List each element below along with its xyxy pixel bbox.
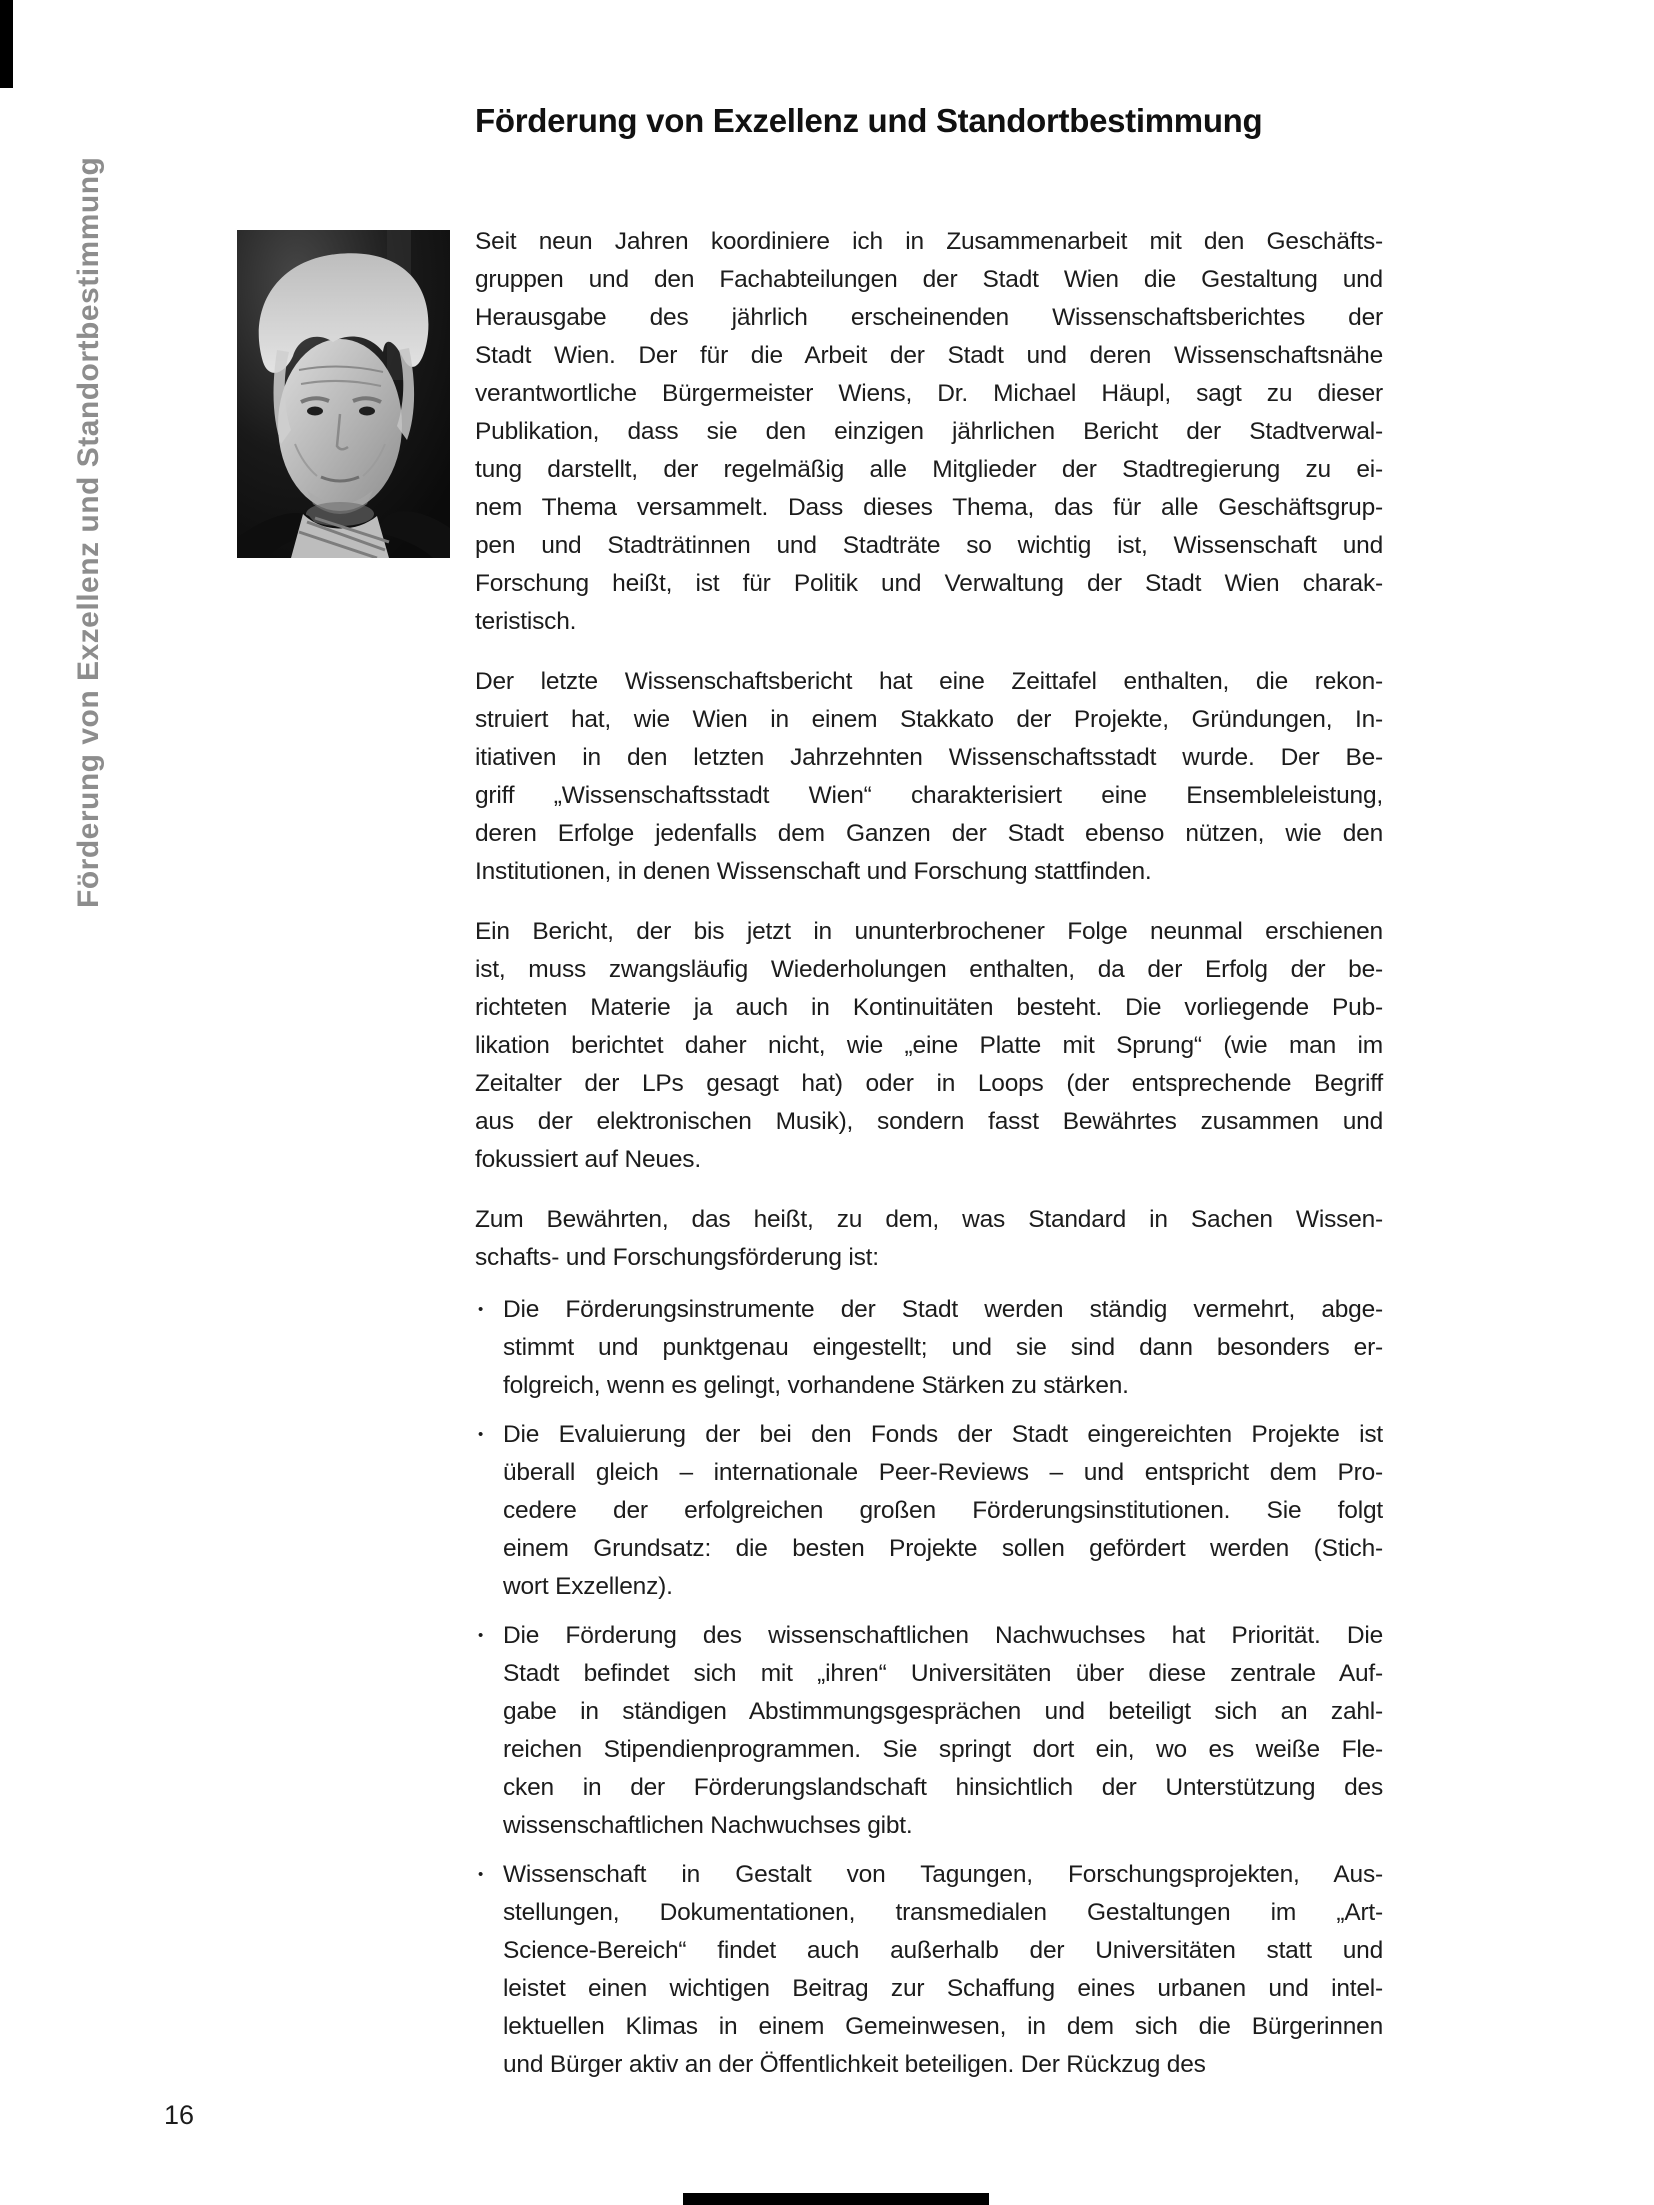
text-line: stimmt und punktgenau eingestellt; und sie sind dann besonders er-: [503, 1334, 1383, 1361]
text-line: deren Erfolge jedenfalls dem Ganzen der Stadt ebenso nützen, wie den: [475, 820, 1383, 847]
text-line: Die Evaluierung der bei den Fonds der Stadt eingereichten Projekte ist: [503, 1421, 1383, 1448]
bullet-icon: •: [478, 1866, 484, 1883]
text-line: lektuellen Klimas in einem Gemeinwesen, in dem sich die Bürgerinnen: [503, 2013, 1383, 2040]
list-item: [475, 1856, 1383, 2084]
text-line: einem Grundsatz: die besten Projekte sollen gefördert werden (Stich-: [503, 1535, 1383, 1562]
text-line: aus der elektronischen Musik), sondern fasst Bewährtes zusammen und: [475, 1108, 1383, 1135]
text-line: griff „Wissenschaftsstadt Wien“ charakterisiert eine Ensembleleistung,: [475, 782, 1383, 809]
margin-chapter-label-text: Förderung von Exzellenz und Standortbestimmung: [72, 156, 105, 908]
text-line: Forschung heißt, ist für Politik und Verwaltung der Stadt Wien charak-: [475, 570, 1383, 597]
list-item-text: [503, 1416, 1383, 1606]
text-line: und Bürger aktiv an der Öffentlichkeit beteiligen. Der Rückzug des: [503, 2051, 1206, 2078]
portrait-photo: [237, 230, 450, 558]
text-line: Ein Bericht, der bis jetzt in ununterbrochener Folge neunmal erschienen: [475, 918, 1383, 945]
text-line: itiativen in den letzten Jahrzehnten Wissenschaftsstadt wurde. Der Be-: [475, 744, 1383, 771]
text-line: ist, muss zwangsläufig Wiederholungen enthalten, da der Erfolg der be-: [475, 956, 1383, 983]
text-line: stellungen, Dokumentationen, transmedialen Gestaltungen im „Art-: [503, 1899, 1383, 1926]
text-line: schafts- und Forschungsförderung ist:: [475, 1244, 879, 1271]
text-line: folgreich, wenn es gelingt, vorhandene Stärken zu stärken.: [503, 1372, 1129, 1399]
scan-mark-bottom: [683, 2193, 989, 2205]
text-line: verantwortliche Bürgermeister Wiens, Dr. Michael Häupl, sagt zu dieser: [475, 380, 1383, 407]
portrait-photo-image: [237, 230, 450, 558]
text-line: Institutionen, in denen Wissenschaft und Forschung stattfinden.: [475, 858, 1152, 885]
page-title: Förderung von Exzellenz und Standortbestimmung: [475, 102, 1263, 139]
list-item: [475, 1416, 1383, 1606]
text-line: Stadt befindet sich mit „ihren“ Universitäten über diese zentrale Auf-: [503, 1660, 1383, 1687]
text-line: cedere der erfolgreichen großen Förderungsinstitutionen. Sie folgt: [503, 1497, 1383, 1524]
text-line: tung darstellt, der regelmäßig alle Mitglieder der Stadtregierung zu ei-: [475, 456, 1383, 483]
text-line: teristisch.: [475, 608, 577, 635]
text-line: Wissenschaft in Gestalt von Tagungen, Forschungsprojekten, Aus-: [503, 1861, 1383, 1888]
paragraph-intro: [475, 223, 1383, 641]
list-item-text: [503, 1617, 1383, 1845]
text-line: fokussiert auf Neues.: [475, 1146, 701, 1173]
text-line: nem Thema versammelt. Dass dieses Thema, das für alle Geschäftsgrup-: [475, 494, 1383, 521]
text-line: pen und Stadträtinnen und Stadträte so wichtig ist, Wissenschaft und: [475, 532, 1383, 559]
text-line: wissenschaftlichen Nachwuchses gibt.: [503, 1812, 913, 1839]
main-text-column: [475, 101, 1383, 2084]
text-line: Seit neun Jahren koordiniere ich in Zusammenarbeit mit den Geschäfts-: [475, 228, 1383, 255]
text-line: Science-Bereich“ findet auch außerhalb der Universitäten statt und: [503, 1937, 1383, 1964]
text-line: Herausgabe des jährlich erscheinenden Wissenschaftsberichtes der: [475, 304, 1383, 331]
text-line: Die Förderungsinstrumente der Stadt werden ständig vermehrt, abge-: [503, 1296, 1383, 1323]
text-line: struiert hat, wie Wien in einem Stakkato der Projekte, Gründungen, In-: [475, 706, 1383, 733]
text-line: richteten Materie ja auch in Kontinuitäten besteht. Die vorliegende Pub-: [475, 994, 1383, 1021]
text-line: likation berichtet daher nicht, wie „eine Platte mit Sprung“ (wie man im: [475, 1032, 1383, 1059]
list-item-text: [503, 1856, 1383, 2084]
text-line: reichen Stipendienprogrammen. Sie springt dort ein, wo es weiße Fle-: [503, 1736, 1383, 1763]
text-line: wort Exzellenz).: [503, 1573, 673, 1600]
text-line: cken in der Förderungslandschaft hinsichtlich der Unterstützung des: [503, 1774, 1383, 1801]
bullet-icon: •: [478, 1627, 484, 1644]
text-line: Publikation, dass sie den einzigen jährlichen Bericht der Stadtverwal-: [475, 418, 1383, 445]
text-line: gruppen und den Fachabteilungen der Stadt Wien die Gestaltung und: [475, 266, 1383, 293]
text-line: Die Förderung des wissenschaftlichen Nachwuchses hat Priorität. Die: [503, 1622, 1383, 1649]
paragraph-bericht: [475, 913, 1383, 1179]
text-line: Der letzte Wissenschaftsbericht hat eine Zeittafel enthalten, die rekon-: [475, 668, 1383, 695]
bullet-icon: •: [478, 1426, 484, 1443]
page-number: 16: [164, 2100, 195, 2130]
text-line: überall gleich – internationale Peer-Reviews – und entspricht dem Pro-: [503, 1459, 1383, 1486]
text-line: Zeitalter der LPs gesagt hat) oder in Loops (der entsprechende Begriff: [475, 1070, 1383, 1097]
text-line: Stadt Wien. Der für die Arbeit der Stadt und deren Wissenschaftsnähe: [475, 342, 1383, 369]
bullet-icon: •: [478, 1301, 484, 1318]
list-item: [475, 1617, 1383, 1845]
list-item-text: [503, 1291, 1383, 1405]
text-line: Zum Bewährten, das heißt, zu dem, was Standard in Sachen Wissen-: [475, 1206, 1383, 1233]
text-line: leistet einen wichtigen Beitrag zur Schaffung eines urbanen und intel-: [503, 1975, 1383, 2002]
margin-chapter-label: [70, 108, 118, 908]
bullet-list: [475, 1291, 1383, 2084]
text-line: gabe in ständigen Abstimmungsgesprächen und beteiligt sich an zahl-: [503, 1698, 1383, 1725]
list-item: [475, 1291, 1383, 1405]
paragraph-zeittafel: [475, 663, 1383, 891]
scan-mark-top-left: [0, 0, 13, 88]
paragraph-bewaehrtes-lead: [475, 1201, 1383, 1277]
